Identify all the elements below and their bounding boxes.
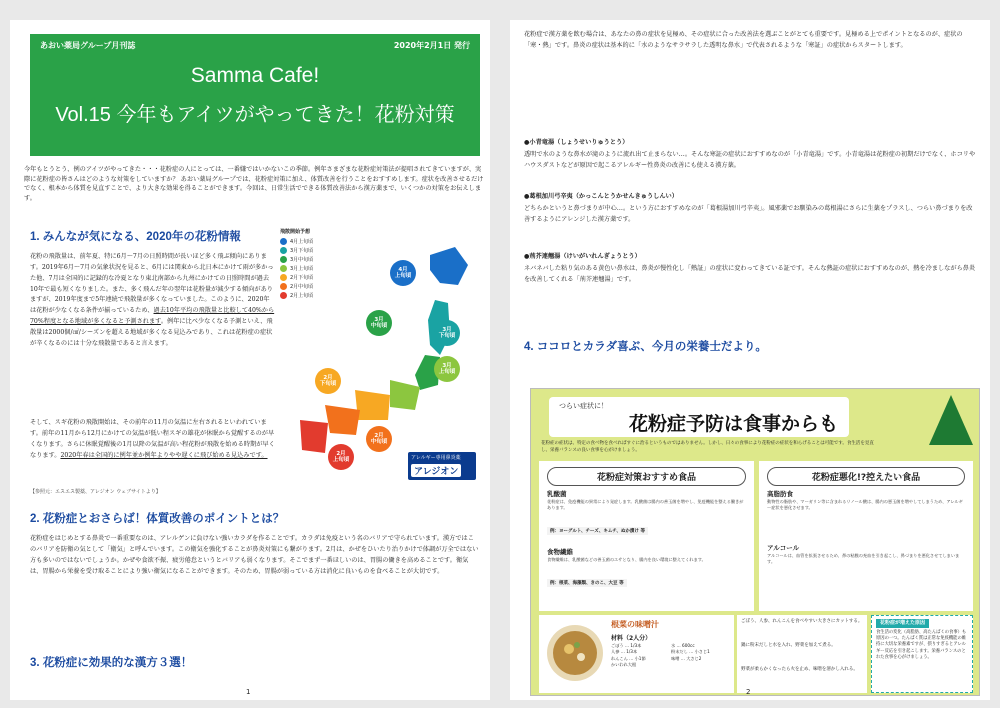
legend-row bbox=[280, 256, 352, 263]
nutrition-panel bbox=[530, 388, 980, 696]
food-item-desc: 花粉症は、免疫機能の異常により発症します。乳酸菌は腸内の善玉菌を増やし、免疫機能を整える働きがあります。 bbox=[547, 499, 744, 511]
legend-label: 3月中旬頃 bbox=[290, 257, 314, 263]
section-1-body-2 bbox=[30, 418, 275, 461]
legend-swatch bbox=[280, 283, 287, 290]
causes-title: 花粉症が増えた原因 bbox=[876, 619, 929, 628]
causes-text: 食生活の変化（高脂肪、高たんぱくの食事）も原因の一つ。たんぱく質は正常な免疫機能の維持に大切な栄養素ですが、摂りすぎるとアレルギー反応を引き起こします。栄養バランスのとれた食事を心がけましょう。 bbox=[876, 630, 967, 660]
section-1-body bbox=[30, 252, 275, 350]
ingredient: ごぼう … 1/3本 bbox=[611, 643, 642, 648]
legend-swatch bbox=[280, 274, 287, 281]
legend-swatch bbox=[280, 238, 287, 245]
ingredient: 水 … 600cc bbox=[671, 643, 695, 648]
section-1-para: 花粉の飛散量は、前年夏、特に6月〜7月の日照時間が長いほど多く飛ぶ傾向にあります。2019年6月〜7月の気象状況を見ると、6月には関東から北日本にかけて雨が多かった他、7月は全国的に記録的な冷夏となり東北南部から九州にかけての日照時間が過去10年で最も短くなりました。また、多く飛んだ年の翌年は花粉量が減少する傾向がありますが、2019年度まで5年連続で飛散量が多くなっていました。このように、2020年は花粉が少なくなる条件が揃っているため、 bbox=[30, 253, 274, 315]
intro-paragraph: 今年もとうとう、例のアイツがやってきた・・・花粉症の人にとっては、一番嫌ではいかないこの季節。例年さまざまな花粉症対策法が提唱されてきていますが、実際に花粉症の皆さんはどのような対策をしていますか？ あおい薬局グループでは、花粉症対策に加え、体質改善を行うことをおすすめします。症状を改善させるだけでなく、根本から体質を見直すことで、より大きな効果を得ることができます。今回は、日常生活でできる体質改善法から漢方薬まで、いくつかの対策をお伝えします。 bbox=[24, 166, 484, 202]
tree-illustration bbox=[929, 395, 973, 445]
step-3: 野菜が柔らかくなったら火を止め、味噌を溶かし入れる。 bbox=[741, 667, 858, 672]
recipe-steps bbox=[737, 615, 867, 693]
herb-1-name: ●小青竜湯（しょうせいりゅうとう） bbox=[524, 139, 629, 146]
kampo-intro: 花粉症で漢方薬を飲む場合は、あなたの鼻の症状を見極め、その症状に合った改善法を選ぶことがとても重要です。見極める上でポイントとなるのが、症状の「寒・熱」です。鼻炎の症状は基本的に「水のようなサラサラした透明な鼻水」で代表されるような「寒証」の症状からスタートします。 bbox=[524, 31, 963, 49]
legend-row bbox=[280, 265, 352, 272]
food-item-name: 食物繊維 bbox=[547, 548, 573, 556]
recommended-title: 花粉症対策おすすめ食品 bbox=[547, 467, 746, 486]
ingredient: 人参 … 1/3本 bbox=[611, 649, 638, 655]
section-2-heading: 2. 花粉症とおさらば！体質改善のポイントとは？ bbox=[30, 513, 285, 525]
allegion-ad bbox=[408, 452, 476, 480]
recipe-title: 根菜の味噌汁 bbox=[611, 620, 659, 629]
legend-label: 2月上旬頃 bbox=[290, 293, 314, 299]
legend-swatch bbox=[280, 265, 287, 272]
food-item-desc: 食物繊維は、乳酸菌などの善玉菌のエサとなり、腸内を良い環境に整えてくれます。 bbox=[547, 557, 706, 562]
map-bubble-label: 2月 下旬頃 bbox=[315, 368, 341, 394]
section-1-underline: 過去10年平均の飛散量と比較して40%から70%程度となる地域が多くなると予測されます bbox=[30, 307, 275, 326]
legend-label: 2月中旬頃 bbox=[290, 284, 314, 290]
ingredient: れんこん … 小1節 bbox=[611, 655, 646, 661]
food-item-examples: 例：根菜、海藻類、きのこ、大豆 等 bbox=[547, 579, 627, 587]
recipe-ingredients-b bbox=[671, 643, 731, 662]
section-1-heading: 1. みんなが気になる、2020年の花粉情報 bbox=[30, 231, 241, 243]
legend-label: 4月上旬頃 bbox=[290, 239, 314, 245]
recommended-foods bbox=[539, 461, 754, 611]
section-2-body: 花粉症をはじめとする鼻炎で一番重要なのは、アレルゲンに負けない強いカラダを作ることです。カラダは免疫という名のバリアで守られています。漢方ではこのバリアを防衛の気として「衛気」と呼んでいます。この衛気を強化することが鼻炎対策にも繋がります。2月は、かぜをひいたり治りかけで体調が万全ではない方も多いのではないでしょうか。かぜや食欲不振、疲労倦怠というとバリアも弱くなります。そこでまず一番ほしいのは、胃腸の働きを高めることです。衛気は、胃腸から栄養を受け取ることにより強い衛気になることができます。そのため、胃腸が弱っている方は消化に良いものを食べることが大切です。 bbox=[30, 535, 479, 575]
section-3-heading: 3. 花粉症に効果的な漢方３選！ bbox=[30, 657, 193, 669]
section-1-para-2: そして、スギ花粉の飛散開始は、その前年の11月の気温に左右されるといわれています。前年の11月から12月にかけての気温が低い程スギの雄花が休眠から覚醒するのが早くなります。さらに休眠覚醒後の1月以降の気温が高い程花粉が飛散を始める時期が早くなります。 bbox=[30, 419, 275, 459]
map-bubble-label: 3月 上旬頃 bbox=[434, 356, 460, 382]
nutrition-title: 花粉症予防は食事からも bbox=[629, 414, 839, 435]
nutrition-description: 花粉症の症状は、特定の食べ物を食べればすぐに治るというものではありません。しかし、日々の食事により花粉症の症状を和らげることは可能です。食生活を見直し、栄養バランスの良い食事を心がけましょう。 bbox=[541, 441, 874, 453]
herb-2-name: ●葛根加川弓辛夷（かっこんとうかせんきゅうしんい） bbox=[524, 193, 678, 200]
legend-row bbox=[280, 247, 352, 254]
food-item-desc: アルコールは、血管を拡張させるため、鼻の粘膜の充血を引き起こし、鼻づまりを悪化させてしまいます。 bbox=[767, 553, 960, 565]
recipe-ingredients-a bbox=[611, 643, 667, 668]
legend-swatch bbox=[280, 247, 287, 254]
food-item-name: 乳酸菌 bbox=[547, 490, 567, 498]
page-2 bbox=[510, 20, 990, 700]
legend-label: 3月上旬頃 bbox=[290, 266, 314, 272]
food-item-examples: 例：ヨーグルト、チーズ、キムチ、ぬか漬け 等 bbox=[547, 527, 648, 535]
nutrition-tagline: つらい症状に！ bbox=[559, 402, 608, 410]
magazine-title: Samma Cafe! bbox=[190, 64, 320, 87]
legend-swatch bbox=[280, 256, 287, 263]
food-item-name: 高脂肪食 bbox=[767, 490, 793, 498]
herb-2-text: どちらかというと鼻づまりが中心…。という方におすすめなのが「葛根湯加川弓辛夷」。風邪薬でお馴染みの葛根湯にさらに生薬をプラスし、つらい鼻づまりを改善するようにアレンジした漢方薬です。 bbox=[524, 205, 973, 223]
ingredient: 味噌 … 大さじ2 bbox=[671, 655, 702, 661]
legend-label: 2月下旬頃 bbox=[290, 275, 314, 281]
legend-row bbox=[280, 274, 352, 281]
avoid-foods bbox=[759, 461, 973, 611]
map-bubble-label: 3月 下旬頃 bbox=[434, 320, 460, 346]
nutrition-header bbox=[549, 397, 849, 437]
step-1: ごぼう、人参、れんこんを食べやすい大きさにカットする。 bbox=[741, 619, 863, 624]
ad-caption: アレルギー専用鼻炎薬 bbox=[411, 455, 461, 461]
source-note: 【参照元：エスエス製薬、アレジオン ウェブサイトより】 bbox=[30, 489, 161, 495]
soup-bowl-image bbox=[545, 623, 605, 683]
step-2: 鍋に粉末だしと水を入れ、野菜を加えて煮る。 bbox=[741, 643, 836, 648]
food-item-name: アルコール bbox=[767, 544, 800, 552]
publisher-label: あおい薬局グループ月刊誌 bbox=[40, 41, 136, 50]
legend-row bbox=[280, 292, 352, 299]
recipe-card bbox=[539, 615, 734, 693]
page-number: 2 bbox=[746, 688, 751, 696]
ad-brand: アレジオン bbox=[411, 464, 461, 477]
map-bubble-label: 4月 上旬頃 bbox=[390, 260, 416, 286]
page-number: 1 bbox=[246, 688, 251, 696]
map-bubble-label: 2月 中旬頃 bbox=[366, 426, 392, 452]
section-4-heading: 4. ココロとカラダ喜ぶ、今月の栄養士だより。 bbox=[524, 341, 767, 353]
legend-row bbox=[280, 283, 352, 290]
title-banner bbox=[30, 34, 480, 156]
page-1 bbox=[10, 20, 490, 700]
map-bubble-label: 2月 上旬頃 bbox=[328, 444, 354, 470]
legend-row bbox=[280, 238, 352, 245]
ingredient: 粉末だし … 小さじ1 bbox=[671, 649, 710, 655]
legend-label: 3月下旬頃 bbox=[290, 248, 314, 254]
map-legend bbox=[280, 228, 352, 301]
section-1-underline-2: 2020年春は全国的に例年並か例年よりやや遅くに飛び始める見込みです。 bbox=[60, 451, 268, 459]
section-1-para-b: 。例年に比べ少なくなる予測といえ、飛散量は2000個/㎠/シーズンを超える地域が多くなる見込みであり、これは花粉症の症状が辛くなるのには十分な飛散量であると言えます。 bbox=[30, 318, 273, 347]
legend-swatch bbox=[280, 292, 287, 299]
map-bubble-label: 3月 中旬頃 bbox=[366, 310, 392, 336]
food-item-desc: 動物性の脂肪や、マーガリン等に含まれるリノール酸は、腸内の悪玉菌を増やしてしまうため、アレルギー症状を悪化させます。 bbox=[767, 499, 963, 511]
herb-1-text: 透明で水のような鼻水が滝のように流れ出て止まらない…。そんな寒証の症状におすすめなのが「小青竜湯」です。小青竜湯は花粉症の初期だけでなく、ホコリやハウスダストなどが原因で起こるアレルギー性鼻炎の改善にも使える漢方薬。 bbox=[524, 151, 976, 169]
recipe-material: 材料（2人分） bbox=[611, 635, 652, 642]
ingredient: かいわれ大根 bbox=[611, 661, 637, 667]
issue-date: 2020年2月1日 発行 bbox=[393, 41, 470, 50]
issue-title: Vol.15 今年もアイツがやってきた！花粉対策 bbox=[55, 104, 455, 126]
herb-3-name: ●荊芥連翹湯（けいがいれんぎょうとう） bbox=[524, 253, 641, 260]
herb-3-text: ネバネバした粘り気のある黄色い鼻水は、鼻炎が慢性化し「熱証」の症状に変わってきている証です。そんな熱証の症状におすすめなのが、熱を冷ましながら鼻炎を改善してくれる「荊芥連翹湯」です。 bbox=[524, 265, 976, 283]
causes-box bbox=[871, 615, 973, 693]
avoid-title: 花粉症悪化!?控えたい食品 bbox=[767, 467, 965, 486]
legend-title: 飛散開始予想 bbox=[280, 229, 311, 235]
